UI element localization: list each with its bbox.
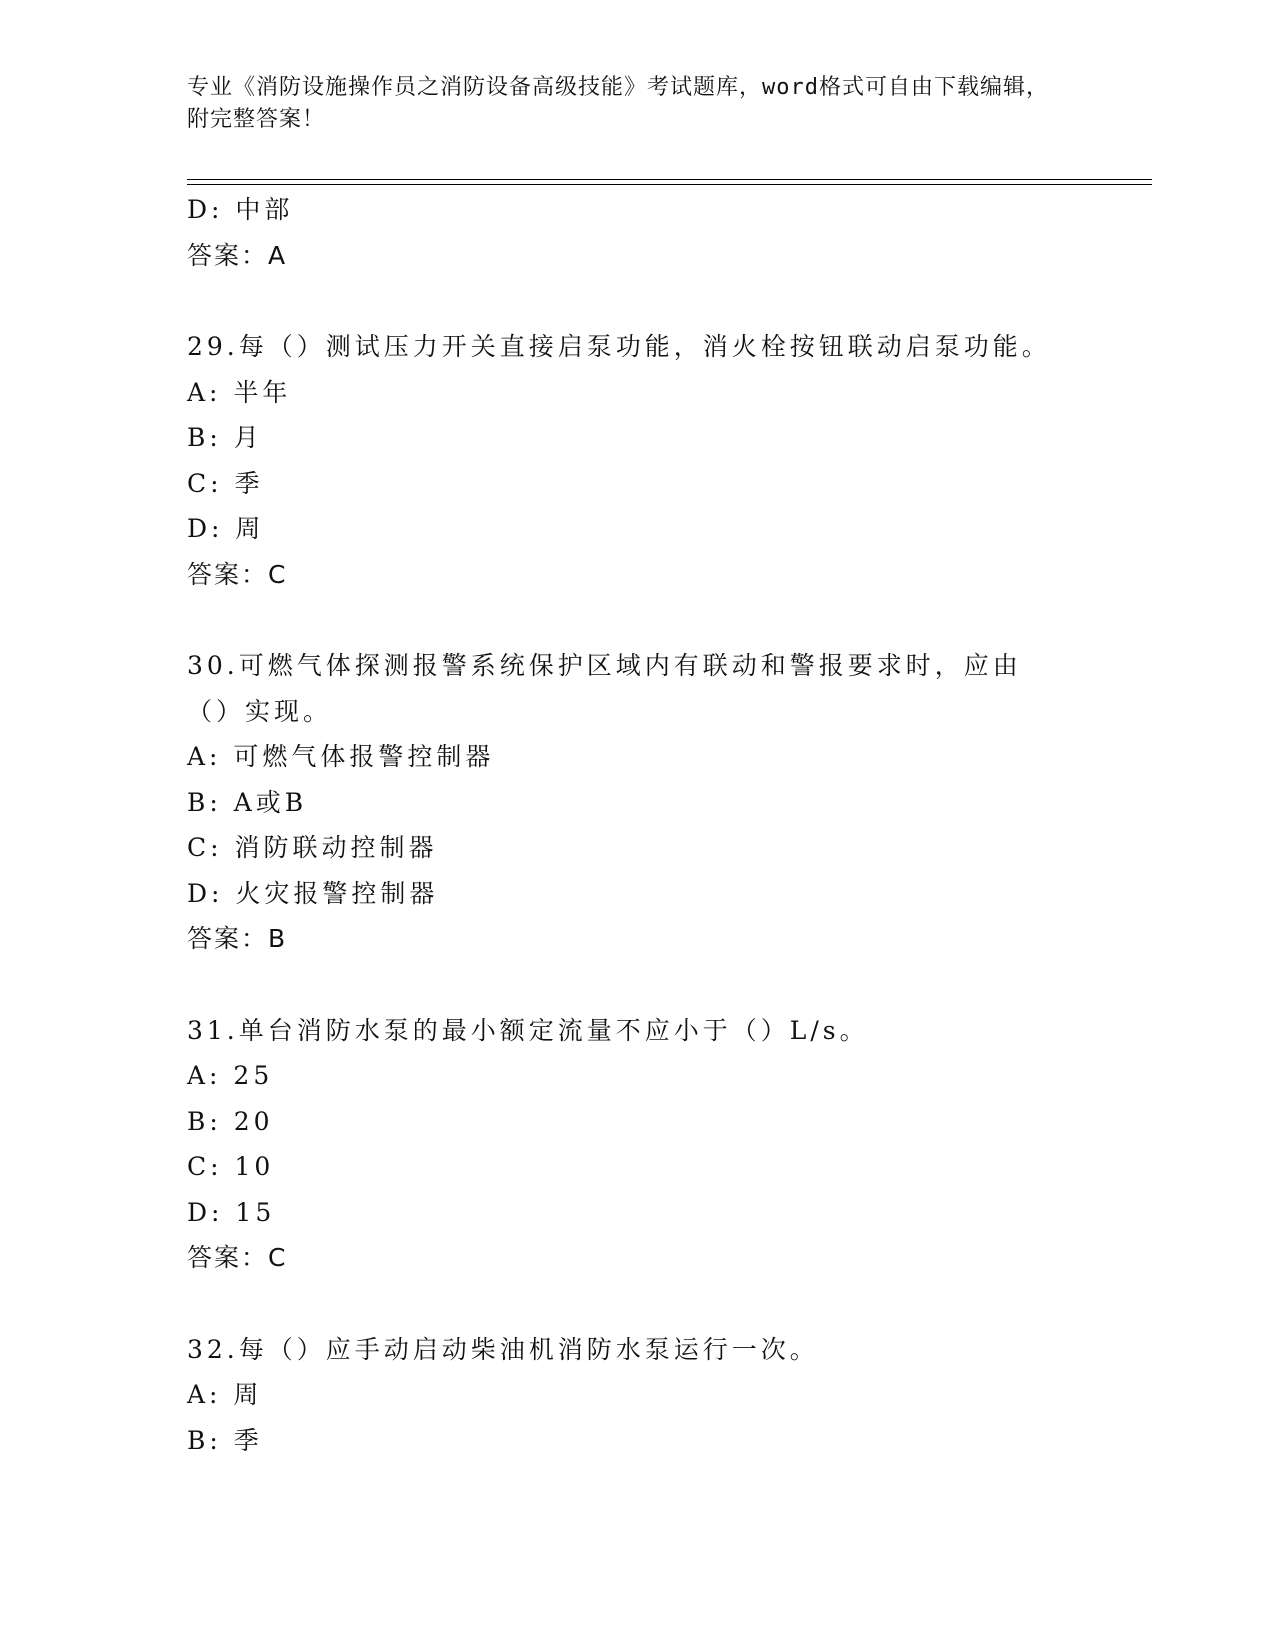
question-32 (187, 1327, 1087, 1464)
question-stem: 29.每（）测试压力开关直接启泵功能，消火栓按钮联动启泵功能。 (187, 332, 1051, 361)
option-d: D: 15 (187, 1197, 276, 1227)
option-b: B: 季 (187, 1425, 263, 1455)
option-a: A: 25 (187, 1061, 274, 1090)
option-a: A: 周 (187, 1380, 263, 1409)
option-d: D: 周 (187, 514, 265, 543)
option-a: A: 可燃气体报警控制器 (187, 742, 495, 771)
question-30 (187, 643, 1087, 962)
option-a: A: 半年 (187, 377, 292, 407)
header-rule-top (187, 179, 1152, 180)
option-d: D: 中部 (187, 195, 294, 224)
page-header: 专业《消防设施操作员之消防设备高级技能》考试题库，word格式可自由下载编辑，附完整答案！ (187, 75, 1049, 132)
answer-line: 答案：C (187, 1243, 288, 1272)
header-rule-bottom (187, 184, 1152, 185)
question-stem: 32.每（）应手动启动柴油机消防水泵运行一次。 (187, 1334, 819, 1364)
option-c: C: 10 (187, 1152, 275, 1181)
option-c: C: 消防联动控制器 (187, 833, 438, 862)
question-list (187, 187, 1087, 1463)
answer-line: 答案：B (187, 924, 288, 953)
answer-line: 答案：C (187, 559, 288, 589)
answer-line: 答案：A (187, 240, 288, 270)
question-29 (187, 324, 1087, 597)
option-c: C: 季 (187, 468, 264, 498)
question-stem: 30.可燃气体探测报警系统保护区域内有联动和警报要求时，应由（）实现。 (187, 651, 1022, 726)
option-b: B: 20 (187, 1106, 274, 1136)
option-b: B: 月 (187, 423, 263, 452)
option-d: D: 火灾报警控制器 (187, 878, 439, 908)
question-31 (187, 1008, 1087, 1281)
question-stem: 31.单台消防水泵的最小额定流量不应小于（）L/s。 (187, 1015, 869, 1045)
option-b: B: A或B (187, 787, 308, 817)
